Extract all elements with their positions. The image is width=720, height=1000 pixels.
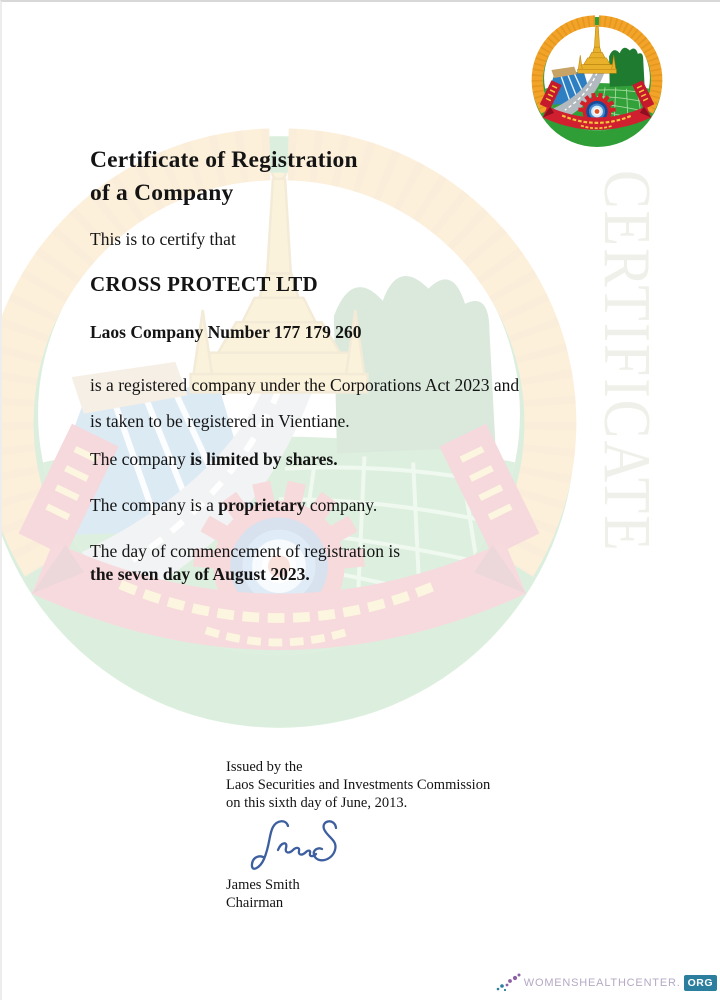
signature-icon xyxy=(248,814,352,880)
registration-paragraph xyxy=(90,367,590,439)
laos-national-emblem-icon xyxy=(530,15,664,149)
footer-logo-text: WOMENSHEALTHCENTER. xyxy=(523,977,681,989)
proprietary-clause xyxy=(90,495,377,516)
limited-clause-prefix: The company xyxy=(90,449,191,469)
issued-line-3: on this sixth day of June, 2013. xyxy=(226,795,408,811)
footer-logo-badge: ORG xyxy=(684,975,717,991)
issued-line-1: Issued by the xyxy=(226,759,303,775)
proprietary-clause-prefix: The company is a xyxy=(90,495,219,515)
signatory-name: James Smith xyxy=(226,877,300,893)
title-line-1: Certificate of Registration xyxy=(90,147,358,173)
limited-clause-bold: is limited by shares. xyxy=(190,449,338,469)
commencement-paragraph xyxy=(90,540,400,586)
registration-line-1: is a registered company under the Corporations Act 2023 and xyxy=(90,375,520,395)
commencement-line-2: the seven day of August 2023. xyxy=(90,564,310,584)
title-line-2: of a Company xyxy=(90,180,234,206)
issued-by-block xyxy=(226,758,490,812)
signatory-title: Chairman xyxy=(226,894,284,911)
issued-line-2: Laos Securities and Investments Commission xyxy=(226,777,491,793)
commencement-line-1: The day of commencement of registration is xyxy=(90,541,401,561)
intro-line: This is to certify that xyxy=(90,229,236,249)
limited-by-shares-clause xyxy=(90,449,338,470)
proprietary-clause-bold: proprietary xyxy=(218,495,306,515)
company-number: Laos Company Number 177 179 260 xyxy=(90,322,362,342)
proprietary-clause-suffix: company. xyxy=(305,495,378,515)
signatory-block xyxy=(226,877,300,912)
registration-line-2: is taken to be registered in Vientiane. xyxy=(90,411,350,431)
company-name: CROSS PROTECT LTD xyxy=(90,272,319,296)
certificate-watermark-text: CERTIFICATE xyxy=(590,170,665,553)
footer-logo xyxy=(495,972,717,994)
certificate-title xyxy=(90,144,358,210)
dots-swoosh-icon xyxy=(495,972,521,994)
